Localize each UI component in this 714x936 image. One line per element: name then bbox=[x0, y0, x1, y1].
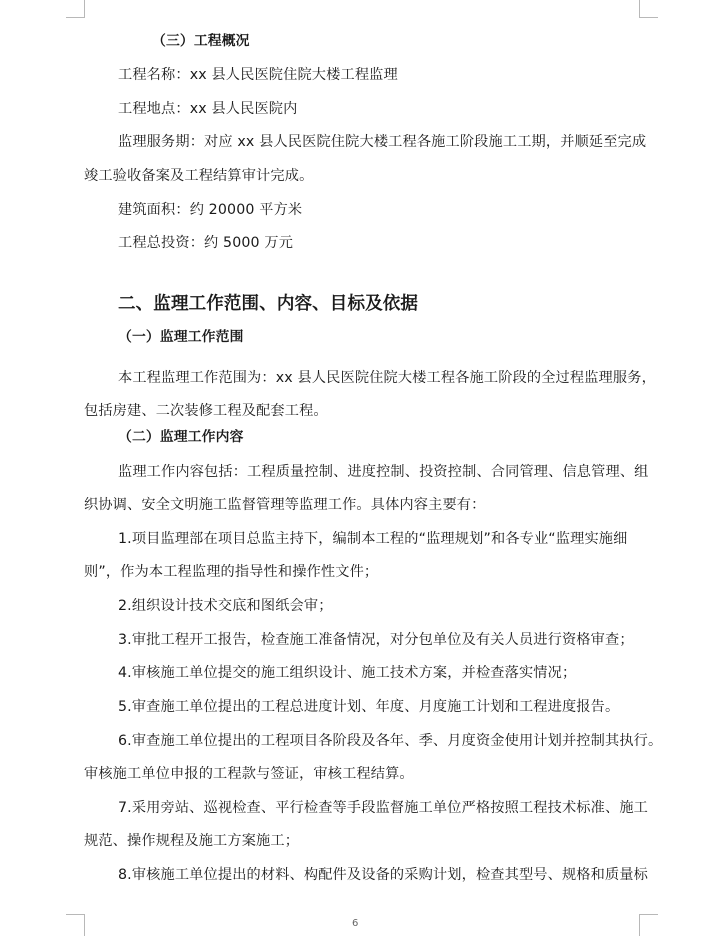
page-number: 6 bbox=[352, 918, 359, 929]
overview-line: 工程地点：xx 县人民医院内 bbox=[118, 101, 298, 117]
content-line: 2.组织设计技术交底和图纸会审； bbox=[118, 598, 333, 614]
content-line: 6.审查施工单位提出的工程项目各阶段及各年、季、月度资金使用计划并控制其执行。 bbox=[118, 733, 663, 749]
crop-mark-bottom-left-h bbox=[66, 914, 85, 915]
content-line: 规范、操作规程及施工方案施工； bbox=[84, 833, 300, 849]
section-heading-scope: （一）监理工作范围 bbox=[118, 329, 244, 345]
content-line: 5.审查施工单位提出的工程总进度计划、年度、月度施工计划和工程进度报告。 bbox=[118, 699, 620, 715]
content-line: 审核施工单位申报的工程款与签证，审核工程结算。 bbox=[84, 766, 414, 782]
overview-line: 建筑面积：约 20000 平方米 bbox=[118, 202, 303, 218]
overview-line: 竣工验收备案及工程结算审计完成。 bbox=[84, 168, 314, 184]
section-heading-content: （二）监理工作内容 bbox=[118, 429, 244, 445]
content-line: 7.采用旁站、巡视检查、平行检查等手段监督施工单位严格按照工程技术标准、施工 bbox=[118, 800, 648, 816]
crop-mark-top-left-h bbox=[66, 17, 85, 18]
chapter-title: 二、监理工作范围、内容、目标及依据 bbox=[118, 294, 419, 314]
section-heading-overview: （三）工程概况 bbox=[152, 33, 250, 49]
crop-mark-bottom-right-v bbox=[639, 914, 640, 936]
content-line: 1.项目监理部在项目总监主持下，编制本工程的“监理规划”和各专业“监理实施细 bbox=[118, 531, 628, 547]
content-line: 8.审核施工单位提出的材料、构配件及设备的采购计划，检查其型号、规格和质量标 bbox=[118, 867, 648, 883]
crop-mark-top-left-v bbox=[84, 0, 85, 18]
content-line: 则”，作为本工程监理的指导性和操作性文件； bbox=[84, 564, 379, 580]
crop-mark-bottom-left-v bbox=[84, 914, 85, 936]
overview-line: 监理服务期：对应 xx 县人民医院住院大楼工程各施工阶段施工工期，并顺延至完成 bbox=[118, 134, 647, 150]
scope-line: 本工程监理工作范围为：xx 县人民医院住院大楼工程各施工阶段的全过程监理服务， bbox=[118, 370, 656, 386]
content-line: 监理工作内容包括：工程质量控制、进度控制、投资控制、合同管理、信息管理、组 bbox=[118, 464, 649, 480]
content-line: 3.审批工程开工报告，检查施工准备情况，对分包单位及有关人员进行资格审查； bbox=[118, 632, 634, 648]
overview-line: 工程名称：xx 县人民医院住院大楼工程监理 bbox=[118, 67, 398, 83]
crop-mark-top-right-v bbox=[639, 0, 640, 18]
scope-line: 包括房建、二次装修工程及配套工程。 bbox=[84, 403, 328, 419]
content-line: 4.审核施工单位提交的施工组织设计、施工技术方案，并检查落实情况； bbox=[118, 665, 577, 681]
crop-mark-bottom-right-h bbox=[639, 914, 658, 915]
content-line: 织协调、安全文明施工监督管理等监理工作。具体内容主要有： bbox=[84, 497, 486, 513]
crop-mark-top-right-h bbox=[639, 17, 658, 18]
overview-line: 工程总投资：约 5000 万元 bbox=[118, 235, 294, 251]
